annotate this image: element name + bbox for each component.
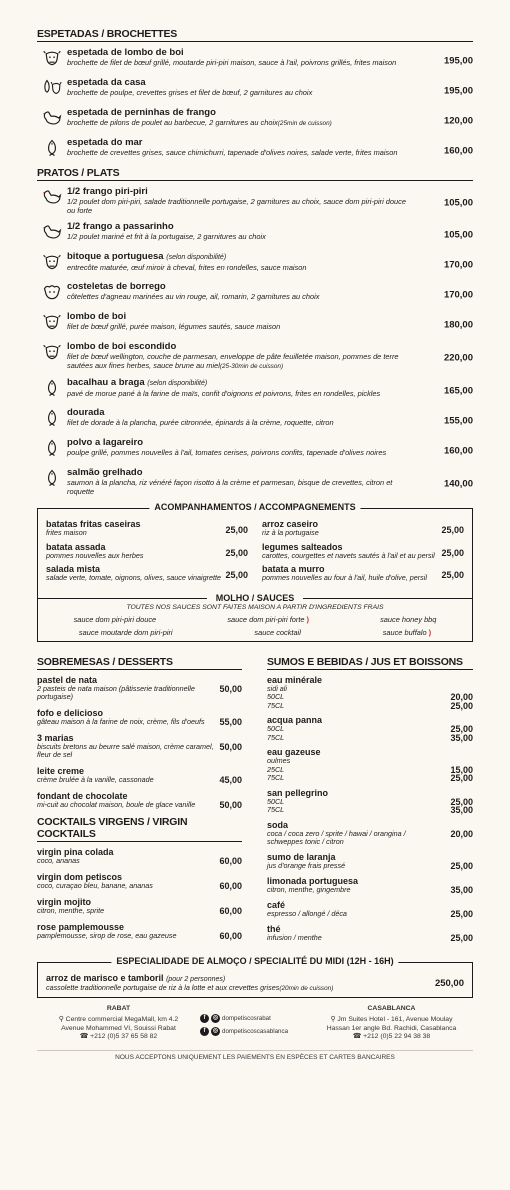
section-title-desserts: SOBREMESAS / DESSERTS — [37, 656, 242, 670]
dessert-desc: mi-cuit au chocolat maison, boule de glace vanille — [37, 799, 196, 809]
dessert-name: leite creme — [37, 765, 85, 776]
dish-desc: brochette de crevettes grises, sauce chimichurri, tapenade d'olives noires, salade verte, frites maison — [67, 148, 398, 157]
drink-name: acqua panna — [267, 715, 323, 725]
drink-name: café — [267, 899, 286, 910]
drink-price: 25,00 — [450, 724, 473, 734]
dish-name: lombo de boi escondido — [67, 341, 177, 352]
fish-icon — [37, 407, 67, 431]
cocktail-desc: citron, menthe, sprite — [37, 905, 105, 915]
facebook-icon[interactable]: f — [200, 1027, 209, 1036]
sauce-item: sauce honey bbq — [380, 614, 437, 624]
cocktail-name: rose pamplemousse — [37, 921, 125, 932]
side-name: batatas fritas caseiras — [46, 519, 141, 529]
dish-desc: brochette de filet de bœuf grillé, moutarde piri-piri maison, sauce à l'ail, poivrons grillés, frites maison — [67, 58, 397, 67]
footer-rabat — [37, 1005, 200, 1042]
fish-icon — [37, 467, 67, 491]
dish-desc: pavé de morue pané à la farine de maïs, confit d'oignons et poivrons, frites en rondelles, pickles — [67, 389, 381, 398]
drink-size-row — [267, 757, 473, 766]
cow-icon — [37, 341, 67, 365]
drink-name: soda — [267, 819, 289, 830]
dessert-price: 50,00 — [219, 799, 242, 810]
dish-desc: filet de bœuf wellington, couche de parmesan, enveloppe de pâte feuilletée maison, pommes de terre sautées aux fines herbes, sauce brune au miel — [67, 352, 399, 370]
side-price: 25,00 — [225, 570, 248, 580]
dish-price: 105,00 — [443, 229, 473, 241]
drink-size-row — [267, 693, 473, 702]
dish-price: 155,00 — [443, 415, 473, 427]
drink-desc: jus d'orange frais pressé — [267, 860, 346, 870]
cocktail-desc: pamplemousse, sirop de rose, eau gazeuse — [37, 930, 177, 940]
side-price: 25,00 — [441, 525, 464, 535]
sides-box — [37, 502, 473, 642]
drink-price: 15,00 — [450, 764, 473, 775]
sides-title: ACOMPANHAMENTOS / ACCOMPAGNEMENTS — [149, 502, 360, 512]
location-pin-icon: ⚲ — [330, 1016, 336, 1023]
drink-price: 25,00 — [450, 860, 473, 871]
drink-price: 35,00 — [450, 805, 473, 815]
side-desc: riz à la portugaise — [262, 528, 319, 537]
dish-name: espetada de lombo de boi — [67, 47, 184, 58]
drink-price: 25,00 — [450, 700, 473, 711]
cocktail-desc: coco, curaçao bleu, banane, ananas — [37, 880, 153, 890]
drink-name: thé — [267, 923, 281, 934]
dessert-price: 50,00 — [219, 741, 242, 752]
drink-size: oulmes — [267, 756, 291, 765]
menu-item — [37, 437, 473, 461]
special-desc: cassolette traditionnelle portugaise de riz à la lotte et aux crevettes grises — [46, 982, 280, 992]
dish-name: dourada — [67, 407, 105, 418]
dish-price: 105,00 — [443, 197, 473, 209]
dessert-desc: crème brulée à la vanille, cassonade — [37, 774, 154, 784]
dish-desc: brochette de poulpe, crevettes grises et filet de bœuf, 2 garnitures au choix — [67, 88, 313, 97]
dish-price: 160,00 — [443, 145, 473, 157]
side-item — [262, 542, 464, 561]
dish-name: espetada da casa — [67, 77, 146, 88]
dish-name: espetada de perninhas de frango — [67, 107, 216, 118]
side-item — [46, 519, 248, 538]
dish-name: espetada do mar — [67, 137, 143, 148]
dish-name: lombo de boi — [67, 311, 127, 322]
dish-desc: 1/2 poulet mariné et frit à la portugaise, 2 garnitures au choix — [67, 232, 266, 241]
drink-price: 20,00 — [450, 692, 473, 702]
sauces-row-2 — [38, 628, 472, 637]
side-name: arroz caseiro — [262, 519, 319, 529]
dessert-item — [37, 791, 242, 810]
drink-size: 25CL — [267, 764, 285, 774]
dish-name: polvo a lagareiro — [67, 437, 144, 448]
side-name: batata a murro — [262, 564, 325, 574]
dessert-name: pastel de nata — [37, 674, 98, 685]
cocktail-name: virgin dom petiscos — [37, 871, 123, 882]
dish-desc: brochette de pilons de poulet au barbecue, 2 garnitures au choix — [67, 118, 278, 127]
drink-price: 25,00 — [450, 908, 473, 919]
drink-size: 75CL — [267, 773, 285, 782]
dish-desc: filet de bœuf grillé, purée maison, légumes sautés, sauce maison — [67, 322, 281, 331]
side-price: 25,00 — [225, 525, 248, 535]
section-title-drinks: SUMOS E BEBIDAS / JUS ET BOISSONS — [267, 656, 473, 670]
sides-left-column — [46, 519, 262, 587]
cocktail-price: 60,00 — [219, 880, 242, 891]
drink-size: 50CL — [267, 692, 285, 701]
fish-icon — [37, 437, 67, 461]
side-desc: pommes nouvelles au four à l'ail, huile d'olive, persil — [262, 573, 427, 582]
dish-name: 1/2 frango a passarinho — [67, 221, 174, 232]
dessert-item — [37, 708, 242, 727]
dessert-name: fondant de chocolate — [37, 790, 128, 801]
chicken-icon — [37, 221, 67, 245]
chicken-icon — [37, 186, 67, 210]
dish-desc: filet de dorade à la plancha, purée citronnée, épinards à la crème, roquette, citron — [67, 418, 334, 427]
drink-price: 25,00 — [450, 932, 473, 943]
side-item — [262, 519, 464, 538]
sauces-subtitle: TOUTES NOS SAUCES SONT FAITES MAISON A PARTIR D'INGREDIENTS FRAIS — [126, 603, 384, 611]
drink-size: 75CL — [267, 700, 285, 710]
drink-size: 50CL — [267, 724, 285, 733]
sauce-item-strong: sauce dom piri-piri forte ) — [227, 614, 309, 624]
drink-price: 35,00 — [450, 884, 473, 895]
chili-icon: ) — [306, 616, 309, 624]
sauces-row-1 — [38, 615, 472, 624]
sauce-item: sauce moutarde dom piri-piri — [78, 627, 173, 637]
dessert-item — [37, 675, 242, 702]
rabat-phone: +212 (0)5 37 65 58 82 — [90, 1033, 158, 1040]
cocktail-price: 60,00 — [219, 855, 242, 866]
drink-item — [267, 900, 473, 919]
chili-icon: ) — [428, 629, 432, 637]
dish-name: bacalhau a braga — [67, 377, 145, 388]
cocktail-price: 60,00 — [219, 930, 242, 941]
chicken-icon — [37, 107, 67, 131]
phone-icon: ☎ — [79, 1033, 89, 1040]
drink-size: sidi ali — [267, 683, 287, 693]
drinks-list — [267, 675, 473, 943]
dish-desc: 1/2 poulet dom piri-piri, salade traditionnelle portugaise, 2 garnitures au choix, sauce dom piri-piri douce ou forte — [67, 197, 406, 215]
sauce-item-buffalo: sauce buffalo ) — [382, 627, 432, 637]
fish-icon — [37, 137, 67, 161]
lunch-special-box — [37, 955, 473, 998]
dish-name-note: (selon disponibilité) — [166, 254, 227, 261]
dessert-name: 3 marias — [37, 732, 74, 743]
drink-name: eau gazeuse — [267, 747, 321, 757]
sides-right-column — [262, 519, 464, 587]
menu-item — [37, 377, 473, 401]
dessert-price: 45,00 — [219, 774, 242, 785]
casa-address-2: Hassan 1er angle Bd. Rachidi, Casablanca — [326, 1024, 457, 1032]
drink-desc: coca / coca zero / sprite / hawai / orangina / schweppes tonic / citron — [267, 828, 406, 846]
dish-desc: côtelettes d'agneau marinées au vin rouge, ail, romarin, 2 garnitures au choix — [67, 292, 320, 301]
menu-item — [37, 341, 473, 371]
cow-icon — [37, 311, 67, 335]
footer — [37, 1005, 473, 1042]
drink-price: 25,00 — [450, 773, 473, 783]
dessert-desc: gâteau maison à la farine de noix, crème, fils d'oeufs — [37, 716, 205, 726]
drink-size-row — [267, 702, 473, 711]
dish-price: 220,00 — [443, 352, 473, 364]
drink-size-row — [267, 766, 473, 775]
special-name: arroz de marisco e tamboril — [46, 972, 164, 983]
dish-price: 165,00 — [443, 385, 473, 397]
drink-item — [267, 876, 473, 895]
drink-name: eau minérale — [267, 674, 323, 685]
drink-item — [267, 924, 473, 943]
drink-item — [267, 715, 473, 742]
side-name: batata assada — [46, 541, 106, 552]
fish-cow-icon — [37, 77, 67, 101]
menu-item — [37, 186, 473, 215]
dish-name: 1/2 frango piri-piri — [67, 186, 148, 197]
menu-item — [37, 251, 473, 275]
side-item — [262, 564, 464, 583]
facebook-icon[interactable]: f — [200, 1014, 209, 1023]
dish-desc-note: (25-30min de cuisson) — [219, 363, 284, 370]
dessert-price: 50,00 — [219, 683, 242, 694]
footer-social — [200, 1005, 310, 1042]
drink-desc: espresso / allongé / déca — [267, 908, 347, 918]
dish-price: 180,00 — [443, 319, 473, 331]
footer-casablanca — [310, 1005, 473, 1042]
drink-item — [267, 747, 473, 783]
dish-price: 195,00 — [443, 85, 473, 97]
drink-item — [267, 675, 473, 711]
menu-item — [37, 47, 473, 71]
phone-icon: ☎ — [352, 1033, 362, 1040]
cocktail-desc: coco, ananas — [37, 855, 80, 865]
sauce-item: sauce cocktail — [254, 627, 301, 637]
side-price: 25,00 — [441, 547, 464, 558]
location-pin-icon: ⚲ — [58, 1016, 64, 1023]
side-name: legumes salteados — [262, 541, 343, 552]
dish-price: 140,00 — [443, 478, 473, 490]
drink-price: 35,00 — [450, 732, 473, 743]
menu-item — [37, 137, 473, 161]
drink-item — [267, 788, 473, 815]
cocktail-item — [37, 847, 242, 866]
drink-size-row — [267, 725, 473, 734]
instagram-icon[interactable]: ◎ — [212, 1014, 219, 1021]
special-price: 250,00 — [434, 977, 464, 989]
section-title-espetadas: ESPETADAS / BROCHETTES — [37, 28, 473, 42]
drink-size-row — [267, 734, 473, 743]
cocktail-item — [37, 897, 242, 916]
cocktails-list — [37, 847, 242, 941]
dish-desc: poulpe grillé, pommes nouvelles à l'ail, tomates cerises, poivrons confits, tapenade d'olives noires — [67, 448, 387, 457]
section-title-pratos: PRATOS / PLATS — [37, 167, 473, 181]
drink-size: 75CL — [267, 732, 285, 742]
drink-size-row — [267, 798, 473, 807]
menu-item — [37, 407, 473, 431]
side-desc: salade verte, tomate, oignons, olives, sauce vinaigrette — [46, 573, 221, 582]
cocktail-name: virgin mojito — [37, 896, 91, 907]
special-name-note: (pour 2 personnes) — [166, 975, 226, 983]
drink-desc: citron, menthe, gingembre — [267, 884, 351, 894]
cow-icon — [37, 251, 67, 275]
cow-icon — [37, 47, 67, 71]
payment-note: NOUS ACCEPTONS UNIQUEMENT LES PAIEMENTS EN ESPÈCES ET CARTES BANCAIRES — [37, 1050, 473, 1061]
casa-phone: +212 (0)5 22 94 38 38 — [363, 1033, 431, 1040]
social-handle-rabat[interactable]: dompetiscosrabat — [222, 1014, 271, 1022]
side-item — [46, 564, 248, 583]
casablanca-title: CASABLANCA — [367, 1004, 416, 1012]
dish-price: 170,00 — [443, 259, 473, 271]
rabat-address-2: Avenue Mohammed VI, Souissi Rabat — [61, 1024, 176, 1032]
side-name: salada mista — [46, 564, 101, 574]
dessert-desc: biscuits bretons au beurre salé maison, crème caramel, fleur de sel — [37, 741, 214, 759]
drink-size-row — [267, 685, 473, 694]
dish-name: bitoque a portuguesa — [67, 251, 164, 262]
section-title-cocktails: COCKTAILS VIRGENS / VIRGIN COCKTAILS — [37, 816, 242, 842]
dessert-desc: 2 pasteis de nata maison (pâtisserie traditionnelle portugaise) — [37, 683, 195, 701]
side-desc: frites maison — [46, 528, 87, 537]
drink-size: 50CL — [267, 796, 285, 806]
dessert-item — [37, 733, 242, 760]
social-handle-casablanca[interactable]: dompetiscoscasablanca — [222, 1027, 289, 1035]
dish-price: 160,00 — [443, 445, 473, 457]
side-price: 25,00 — [441, 570, 464, 580]
menu-item — [37, 281, 473, 305]
drink-size-row — [267, 806, 473, 815]
cocktail-price: 60,00 — [219, 905, 242, 916]
menu-item — [37, 311, 473, 335]
fish-icon — [37, 377, 67, 401]
drink-size: 75CL — [267, 805, 285, 814]
casa-address-1: Jm Suites Hotel - 161, Avenue Moulay — [337, 1016, 453, 1023]
menu-item — [37, 221, 473, 245]
sauces-title: MOLHO / SAUCES — [38, 593, 472, 603]
dessert-name: fofo e delicioso — [37, 707, 104, 718]
dessert-item — [37, 766, 242, 785]
dish-desc: entrecôte maturée, œuf miroir à cheval, frites en rondelles, sauce maison — [67, 263, 307, 272]
dish-name-note: (selon disponibilité) — [147, 380, 208, 387]
rabat-address-1: Centre commercial MegaMall, km 4.2 — [65, 1016, 179, 1023]
lamb-icon — [37, 281, 67, 305]
lunch-special-title: ESPECIALIDADE DE ALMOÇO / SPECIALITÉ DU MIDI (12H - 16H) — [111, 956, 398, 966]
cocktail-item — [37, 922, 242, 941]
cocktail-name: virgin pina colada — [37, 846, 114, 857]
dish-name: costeletas de borrego — [67, 281, 166, 292]
drink-name: sumo de laranja — [267, 851, 336, 862]
dish-name: salmão grelhado — [67, 467, 143, 478]
dish-price: 195,00 — [443, 55, 473, 67]
side-desc: carottes, courgettes et navets sautés à l'ail et au persil — [262, 550, 435, 560]
side-desc: pommes nouvelles aux herbes — [46, 550, 144, 560]
dish-price: 120,00 — [443, 115, 473, 127]
dish-price: 170,00 — [443, 289, 473, 301]
rabat-title: RABAT — [106, 1004, 131, 1012]
drink-price: 20,00 — [450, 828, 473, 839]
drink-name: limonada portuguesa — [267, 875, 359, 886]
side-item — [46, 542, 248, 561]
drink-price: 25,00 — [450, 796, 473, 807]
dish-desc: saumon à la plancha, riz vénéré façon risotto à la crème et parmesan, bisque de crevettes, citron et roquette — [67, 478, 393, 496]
drink-item — [267, 820, 473, 847]
instagram-icon[interactable]: ◎ — [212, 1027, 219, 1034]
dessert-price: 55,00 — [219, 716, 242, 727]
desserts-drinks-columns — [37, 656, 473, 948]
drink-desc: infusion / menthe — [267, 932, 322, 942]
drink-item — [267, 852, 473, 871]
special-desc-note: (20min de cuisson) — [279, 984, 334, 992]
drink-size-row — [267, 774, 473, 783]
desserts-list — [37, 675, 242, 810]
sauce-item: sauce dom piri-piri douce — [73, 614, 157, 624]
pratos-list — [37, 186, 473, 496]
dish-desc-note: (25min de cuisson) — [277, 120, 332, 127]
espetadas-list — [37, 47, 473, 161]
menu-item — [37, 467, 473, 496]
menu-item — [37, 107, 473, 131]
cocktail-item — [37, 872, 242, 891]
side-price: 25,00 — [225, 547, 248, 558]
menu-item — [37, 77, 473, 101]
drink-name: san pellegrino — [267, 787, 329, 798]
